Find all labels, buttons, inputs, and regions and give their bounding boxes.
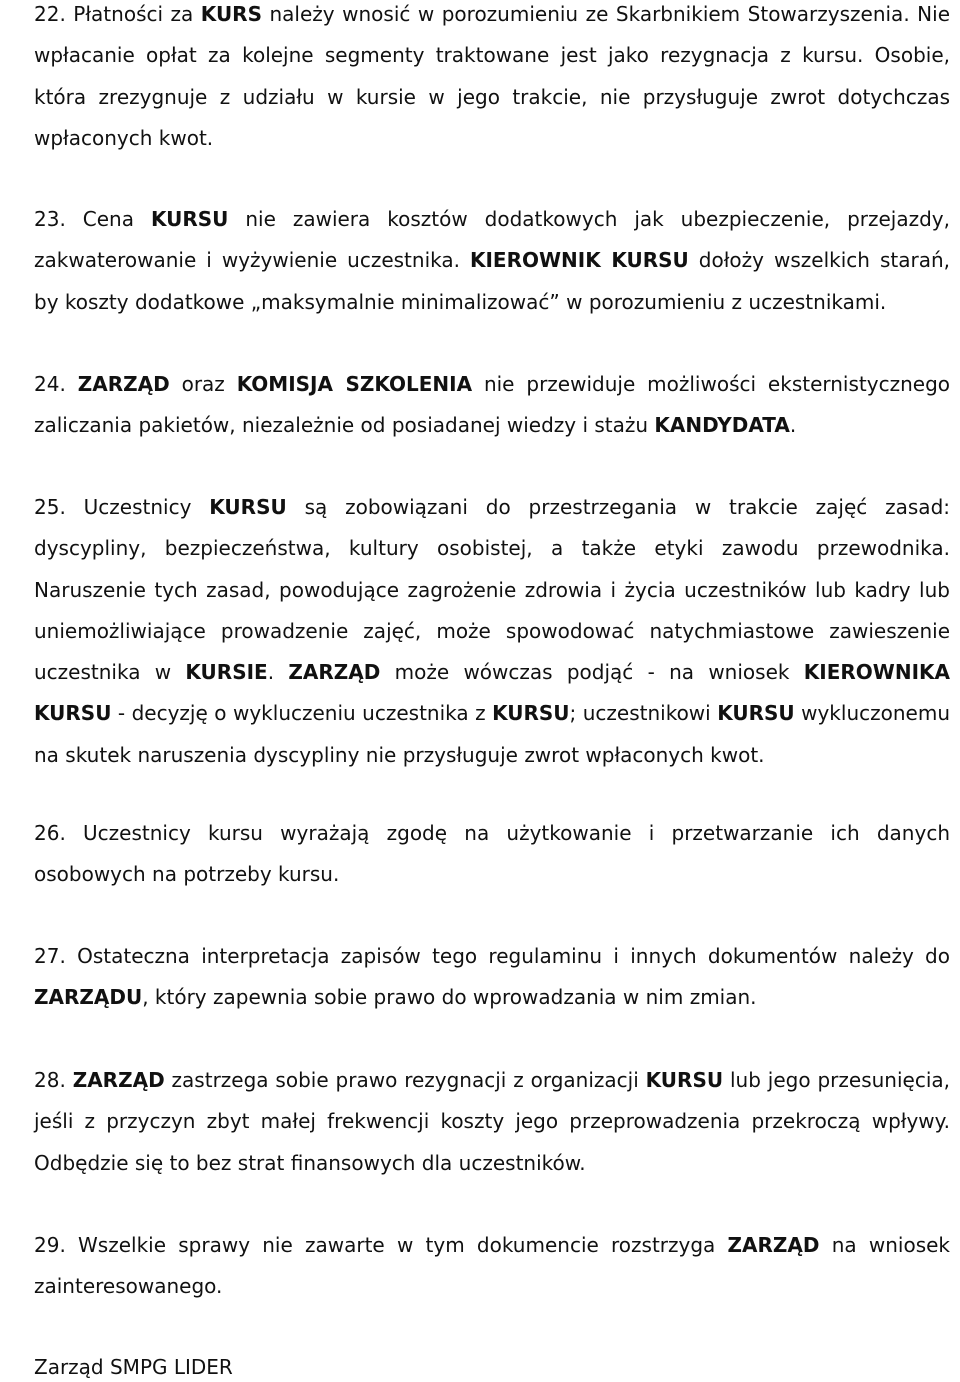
text-segment: wykluczonemu na skutek naruszenia dyscypliny nie przysługuje zwrot wpłaconych kwot.: [34, 701, 950, 767]
paragraph-number: 23.: [34, 207, 66, 231]
paragraph-number: 24.: [34, 372, 66, 396]
bold-term: KURSU: [209, 495, 287, 519]
text-segment: zastrzega sobie prawo rezygnacji z organizacji: [164, 1068, 646, 1092]
text-segment: Uczestnicy kursu wyrażają zgodę na użytkowanie i przetwarzanie ich danych osobowych na potrzeby kursu.: [34, 821, 950, 887]
footer-signature: Zarząd SMPG LIDER: [34, 1355, 233, 1379]
bold-term: ZARZĄD: [727, 1233, 820, 1257]
text-segment: są zobowiązani do przestrzegania w trakcie zajęć zasad: dyscypliny, bezpieczeństwa, kultury osobistej, a także etyki zawodu przewodnika. Naruszenie tych zasad, powodujące zagrożenie zdrowia i życia uczestników lub kadry lub uniemożliwiające prowadzenie zajęć, może spowodować natychmiastowe zawieszenie uczestnika w: [34, 495, 950, 685]
text-segment: lub jego przesunięcia, jeśli z przyczyn zbyt małej frekwencji koszty jego przeprowadzenia przekroczą wpływy. Odbędzie się to bez strat finansowych dla uczestników.: [34, 1068, 950, 1175]
bold-term: KIEROWNIK KURSU: [469, 248, 689, 273]
bold-term: ZARZĄD: [77, 372, 170, 396]
paragraph-number: 26.: [34, 821, 66, 845]
bold-term: ZARZĄD: [288, 660, 381, 685]
text-segment: [66, 372, 78, 396]
text-segment: Wszelkie sprawy nie zawarte w tym dokumencie rozstrzyga: [65, 1233, 728, 1257]
paragraph-number: 28.: [34, 1068, 66, 1092]
text-segment: należy wnosić w porozumieniu ze Skarbnikiem Stowarzyszenia. Nie wpłacanie opłat za kolejne segmenty traktowane jest jako rezygnacja z kursu. Osobie, która zrezygnuje z udziału w kursie w jego trakcie, nie przysługuje zwrot dotychczas wpłaconych kwot.: [34, 2, 950, 150]
paragraph-number: 29.: [34, 1233, 66, 1257]
text-segment: może wówczas podjąć - na wniosek: [380, 660, 804, 685]
text-segment: na wniosek zainteresowanego.: [34, 1233, 950, 1299]
paragraph-27: [34, 936, 950, 1019]
paragraph-22: [34, 0, 950, 159]
paragraph-26: [34, 813, 950, 896]
paragraph-25: [34, 487, 950, 776]
bold-term: KURSU: [645, 1068, 724, 1092]
text-segment: , który zapewnia sobie prawo do wprowadzania w nim zmian.: [142, 985, 757, 1010]
text-segment: Cena: [65, 207, 151, 231]
paragraph-number: 27.: [34, 944, 66, 968]
bold-term: KURSU: [150, 207, 229, 231]
paragraph-29: [34, 1225, 950, 1308]
text-segment: dołoży wszelkich starań, by koszty dodatkowe „maksymalnie minimalizować” w porozumieniu z uczestnikami.: [34, 248, 950, 314]
paragraph-24: [34, 364, 950, 447]
bold-term: KURSIE: [185, 660, 268, 685]
text-segment: .: [267, 660, 289, 685]
bold-term: KURSU: [492, 701, 570, 726]
text-segment: Uczestnicy: [65, 495, 210, 519]
text-segment: [66, 1068, 73, 1092]
text-segment: Płatności za: [65, 2, 201, 26]
paragraph-number: 22.: [34, 2, 66, 26]
bold-term: KIEROWNIKA KURSU: [34, 660, 950, 726]
text-segment: - decyzję o wykluczeniu uczestnika z: [111, 701, 493, 726]
text-segment: nie przewiduje możliwości eksternistycznego zaliczania pakietów, niezależnie od posiadanej wiedzy i stażu: [34, 372, 950, 438]
bold-term: KURS: [200, 2, 262, 26]
bold-term: ZARZĄDU: [34, 985, 143, 1010]
paragraph-number: 25.: [34, 495, 66, 519]
paragraph-28: [34, 1060, 950, 1184]
paragraph-23: [34, 199, 950, 323]
text-segment: .: [789, 413, 797, 438]
text-segment: oraz: [169, 372, 237, 396]
text-segment: Ostateczna interpretacja zapisów tego regulaminu i innych dokumentów należy do: [65, 944, 950, 968]
bold-term: ZARZĄD: [72, 1068, 165, 1092]
text-segment: nie zawiera kosztów dodatkowych jak ubezpieczenie, przejazdy, zakwaterowanie i wyżywienie uczestnika.: [34, 207, 950, 273]
bold-term: KOMISJA SZKOLENIA: [236, 372, 473, 396]
bold-term: KANDYDATA: [654, 413, 790, 438]
text-segment: ; uczestnikowi: [569, 701, 718, 726]
bold-term: KURSU: [717, 701, 795, 726]
